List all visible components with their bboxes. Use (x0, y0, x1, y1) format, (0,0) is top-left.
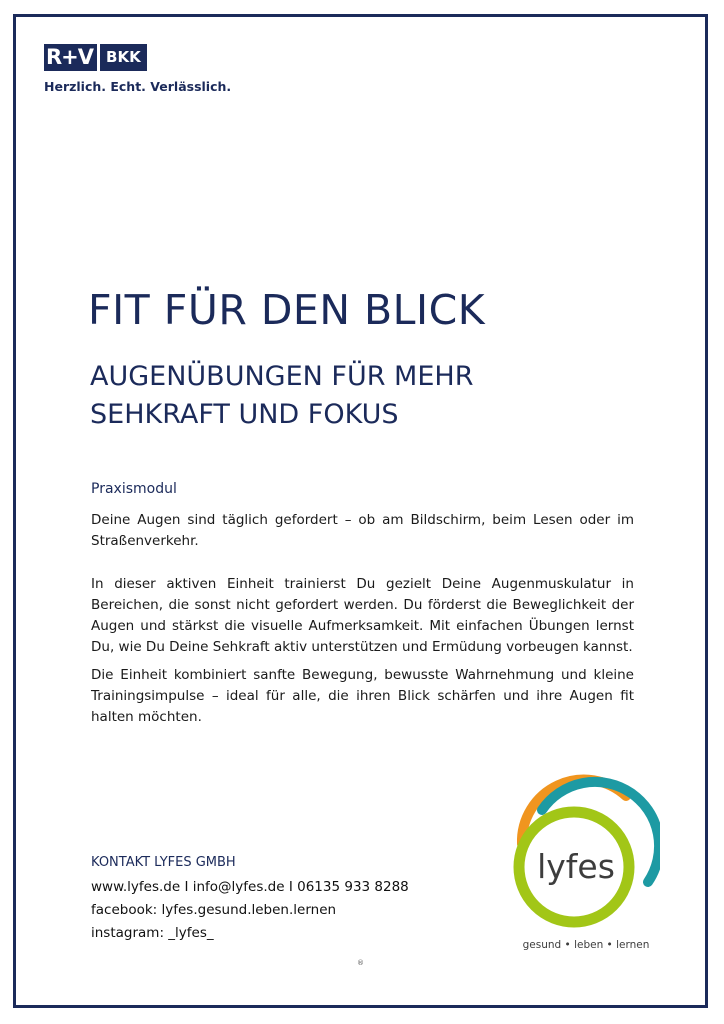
logo-bkk-text: BKK (106, 48, 141, 66)
page-title: FIT FÜR DEN BLICK (88, 286, 486, 334)
rv-bkk-logo (44, 44, 147, 71)
intro-paragraph: Deine Augen sind täglich gefordert – ob am Bildschirm, beim Lesen oder im Straßenverkehr. (91, 512, 634, 549)
contact-instagram: instagram: _lyfes_ (91, 925, 214, 941)
lyfes-tagline: gesund • leben • lernen (522, 939, 650, 951)
lyfes-logo (512, 772, 660, 954)
slogan: Herzlich. Echt. Verlässlich. (44, 79, 232, 94)
subtitle-line-1: AUGENÜBUNGEN FÜR MEHR (90, 361, 474, 392)
page-subtitle (90, 358, 473, 434)
contact-facebook: facebook: lyfes.gesund.leben.lernen (91, 902, 337, 918)
logo-rv-text: R+V (46, 45, 94, 69)
module-label: Praxismodul (91, 481, 177, 497)
registered-mark: ® (357, 959, 364, 967)
contact-heading: KONTAKT LYFES GMBH (91, 855, 236, 870)
contact-web-mail-phone: www.lyfes.de I info@lyfes.de I 06135 933 8288 (91, 879, 409, 895)
contact-block (91, 853, 409, 945)
lyfes-wordmark: lyfes (537, 847, 615, 886)
subtitle-line-2: SEHKRAFT UND FOKUS (90, 399, 399, 430)
description-paragraph: In dieser aktiven Einheit trainierst Du gezielt Deine Augenmuskulatur in Bereichen, die sonst nicht gefordert werden. Du förderst die Beweglichkeit der Augen und stärkst die visuelle Aufmerksamkeit. Mit einfachen Übungen lernst Du, wie Du Deine Sehkraft aktiv unterstützen und Ermüdung vorbeugen kannst. (91, 576, 634, 655)
summary-paragraph: Die Einheit kombiniert sanfte Bewegung, bewusste Wahrnehmung und kleine Trainingsimpulse – ideal für alle, die ihren Blick schärfen und ihre Augen fit halten möchten. (91, 667, 634, 725)
